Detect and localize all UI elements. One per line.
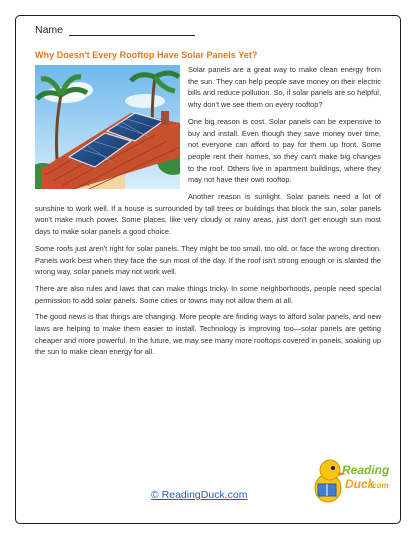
paragraph-2: One big reason is cost. Solar panels can be expensive to buy and install. Even though they save money over time, not everyone can afford to pay for them up front. Some people rent their homes, so they can't make big changes to the roof. Others live in apartment buildings, where they may not have their own rooftop. — [188, 116, 381, 185]
logo-word-reading: Reading — [342, 463, 390, 477]
paragraph-3: Another reason is sunlight. Solar panels need a lot of sunshine to work well. If a house is surrounded by tall trees or buildings that block the sun, solar panels won't make much power. Some places, like very cloudy or rainy areas, just don't get enough sun most days to make solar panels a good choice. — [35, 192, 381, 237]
worksheet-page — [15, 15, 401, 524]
logo-word-com: .com — [370, 481, 389, 490]
paragraph-1: Solar panels are a great way to make clean energy from the sun. They can help people save money on their electric bills and reduce pollution. So, if solar panels are so helpful, why don't we see them on every rooftop? — [188, 65, 381, 110]
readingduck-link[interactable]: © ReadingDuck.com — [151, 489, 248, 501]
solar-roof-illustration — [35, 65, 180, 189]
name-label: Name — [35, 24, 64, 36]
paragraph-4: Some roofs just aren't right for solar panels. They might be too small, too old, or face the wrong direction. Panels work best when they face the sun most of the day. If the roof isn't strong enough or is slanted the wrong way, solar panels may not work well. — [35, 243, 381, 277]
readingduck-logo — [312, 450, 392, 510]
name-row — [35, 24, 195, 36]
paragraph-6: The good news is that things are changing. More people are finding ways to afford solar panels, and new laws are helping to make them easier to install. Technology is improving too—solar panels are getting cheaper and more powerful. In the future, we may see many more rooftops covered in panels, soaking up the sun to make clean energy for all. — [35, 312, 381, 357]
worksheet-title: Why Doesn't Every Rooftop Have Solar Panels Yet? — [35, 50, 258, 60]
paragraph-5: There are also rules and laws that can make things tricky. In some neighborhoods, people need special permission to add solar panels. Some cities or towns may not allow them at all. — [35, 283, 381, 305]
name-field-line[interactable] — [69, 26, 195, 36]
logo-word-duck: Duck — [345, 477, 375, 491]
reading-passage — [35, 64, 381, 363]
